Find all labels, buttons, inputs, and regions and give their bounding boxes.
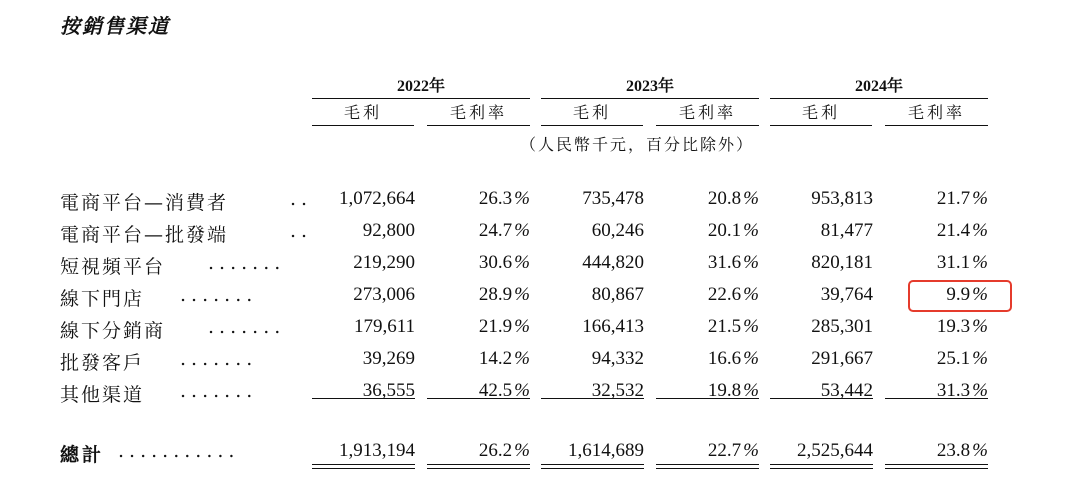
total-rule-2024-margin [885, 464, 988, 469]
row-label: 其他渠道 [60, 384, 145, 406]
subtotal-rule-2023-margin [656, 398, 759, 399]
gross-profit-cell: 1,072,664 [339, 188, 415, 209]
gross-profit-cell: 92,800 [362, 220, 415, 241]
percent-symbol: % [743, 440, 759, 461]
percent-symbol: % [514, 316, 530, 337]
gross-margin-cell [937, 316, 988, 338]
gross-margin-cell [479, 440, 530, 462]
percent-symbol: % [972, 188, 988, 209]
gross-margin-cell [937, 440, 988, 462]
leader-dots: ....... [208, 316, 286, 338]
margin-value: 9.9 [946, 284, 971, 305]
margin-value: 26.3 [478, 188, 513, 209]
percent-symbol: % [972, 220, 988, 241]
margin-value: 14.2 [478, 348, 513, 369]
gross-profit-cell: 1,614,689 [568, 440, 644, 461]
margin-value: 28.9 [478, 284, 513, 305]
margin-value: 19.8 [707, 380, 742, 401]
gross-profit-cell: 166,413 [582, 316, 644, 337]
gross-profit-cell: 53,442 [820, 380, 873, 401]
percent-symbol: % [972, 440, 988, 461]
percent-symbol: % [743, 284, 759, 305]
percent-symbol: % [743, 252, 759, 273]
margin-value: 42.5 [478, 380, 513, 401]
year-header-2023: 2023年 [541, 73, 759, 99]
gross-profit-cell: 81,477 [820, 220, 873, 241]
gross-profit-cell: 94,332 [591, 348, 644, 369]
percent-symbol: % [972, 380, 988, 401]
gross-margin-cell [937, 220, 988, 242]
col-profit-2022: 毛利 [312, 100, 414, 126]
percent-symbol: % [743, 316, 759, 337]
percent-symbol: % [514, 284, 530, 305]
subtotal-rule-2022-margin [427, 398, 530, 399]
percent-symbol: % [514, 252, 530, 273]
col-profit-2024: 毛利 [770, 100, 872, 126]
margin-value: 31.6 [707, 252, 742, 273]
leader-dots: .. [290, 220, 313, 242]
percent-symbol: % [972, 316, 988, 337]
gross-profit-cell: 1,913,194 [339, 440, 415, 461]
gross-margin-cell [479, 252, 530, 274]
gross-profit-cell: 735,478 [582, 188, 644, 209]
gross-profit-cell: 60,246 [591, 220, 644, 241]
leader-dots: ....... [180, 380, 258, 402]
gross-profit-cell: 39,269 [362, 348, 415, 369]
margin-value: 25.1 [936, 348, 971, 369]
gross-profit-cell: 2,525,644 [797, 440, 873, 461]
margin-value: 22.6 [707, 284, 742, 305]
total-rule-2023-profit [541, 464, 644, 469]
gross-margin-cell [708, 440, 759, 462]
total-rule-2023-margin [656, 464, 759, 469]
margin-value: 19.3 [936, 316, 971, 337]
percent-symbol: % [743, 188, 759, 209]
margin-value: 31.1 [936, 252, 971, 273]
percent-symbol: % [514, 380, 530, 401]
gross-profit-cell: 285,301 [811, 316, 873, 337]
gross-profit-cell: 273,006 [353, 284, 415, 305]
unit-note: （人民幣千元，百分比除外） [520, 135, 755, 154]
leader-dots: .. [290, 188, 313, 210]
leader-dots: ........... [118, 440, 240, 462]
gross-margin-cell [937, 188, 988, 210]
total-rule-2022-profit [312, 464, 415, 469]
gross-profit-cell: 36,555 [362, 380, 415, 401]
total-rule-2022-margin [427, 464, 530, 469]
margin-value: 21.9 [478, 316, 513, 337]
gross-profit-cell: 444,820 [582, 252, 644, 273]
row-label: 電商平台—批發端 [60, 224, 229, 246]
gross-profit-cell: 39,764 [820, 284, 873, 305]
gross-profit-cell: 32,532 [591, 380, 644, 401]
percent-symbol: % [514, 348, 530, 369]
gross-margin-cell [708, 252, 759, 274]
margin-value: 21.5 [707, 316, 742, 337]
row-label: 線下門店 [60, 288, 145, 310]
margin-value: 24.7 [478, 220, 513, 241]
gross-margin-cell [708, 220, 759, 242]
percent-symbol: % [743, 220, 759, 241]
margin-value: 21.4 [936, 220, 971, 241]
highlight-box [908, 280, 1012, 312]
row-label: 短視頻平台 [60, 256, 166, 278]
gross-profit-cell: 179,611 [353, 316, 415, 337]
subtotal-rule-2024-margin [885, 398, 988, 399]
gross-profit-cell: 820,181 [811, 252, 873, 273]
gross-margin-cell [708, 316, 759, 338]
col-margin-2024: 毛利率 [885, 100, 988, 126]
gross-margin-cell [479, 188, 530, 210]
total-label: 總計 [60, 444, 105, 466]
margin-value: 26.2 [478, 440, 513, 461]
margin-value: 23.8 [936, 440, 971, 461]
margin-value: 20.1 [707, 220, 742, 241]
year-header-2022: 2022年 [312, 73, 530, 99]
margin-value: 21.7 [936, 188, 971, 209]
percent-symbol: % [972, 348, 988, 369]
percent-symbol: % [514, 220, 530, 241]
leader-dots: ....... [208, 252, 286, 274]
gross-margin-cell [479, 316, 530, 338]
col-profit-2023: 毛利 [541, 100, 643, 126]
gross-margin-cell [937, 252, 988, 274]
percent-symbol: % [743, 348, 759, 369]
percent-symbol: % [514, 188, 530, 209]
percent-symbol: % [972, 252, 988, 273]
margin-value: 16.6 [707, 348, 742, 369]
margin-value: 20.8 [707, 188, 742, 209]
subtotal-rule-2023-profit [541, 398, 644, 399]
margin-value: 22.7 [707, 440, 742, 461]
gross-margin-cell [708, 284, 759, 306]
section-title: 按銷售渠道 [60, 14, 170, 38]
year-header-2024: 2024年 [770, 73, 988, 99]
gross-margin-cell [479, 348, 530, 370]
gross-margin-cell [479, 220, 530, 242]
subtotal-rule-2022-profit [312, 398, 415, 399]
row-label: 批發客戶 [60, 352, 145, 374]
margin-value: 31.3 [936, 380, 971, 401]
total-rule-2024-profit [770, 464, 873, 469]
col-margin-2022: 毛利率 [427, 100, 530, 126]
gross-profit-cell: 80,867 [591, 284, 644, 305]
subtotal-rule-2024-profit [770, 398, 873, 399]
gross-margin-cell [937, 348, 988, 370]
gross-margin-cell [708, 348, 759, 370]
percent-symbol: % [743, 380, 759, 401]
col-margin-2023: 毛利率 [656, 100, 759, 126]
leader-dots: ....... [180, 348, 258, 370]
margin-value: 30.6 [478, 252, 513, 273]
gross-profit-cell: 219,290 [353, 252, 415, 273]
leader-dots: ....... [180, 284, 258, 306]
gross-margin-cell [708, 188, 759, 210]
gross-profit-cell: 291,667 [811, 348, 873, 369]
gross-margin-cell [479, 284, 530, 306]
gross-profit-cell: 953,813 [811, 188, 873, 209]
percent-symbol: % [972, 284, 988, 305]
row-label: 線下分銷商 [60, 320, 166, 342]
percent-symbol: % [514, 440, 530, 461]
row-label: 電商平台—消費者 [60, 192, 229, 214]
